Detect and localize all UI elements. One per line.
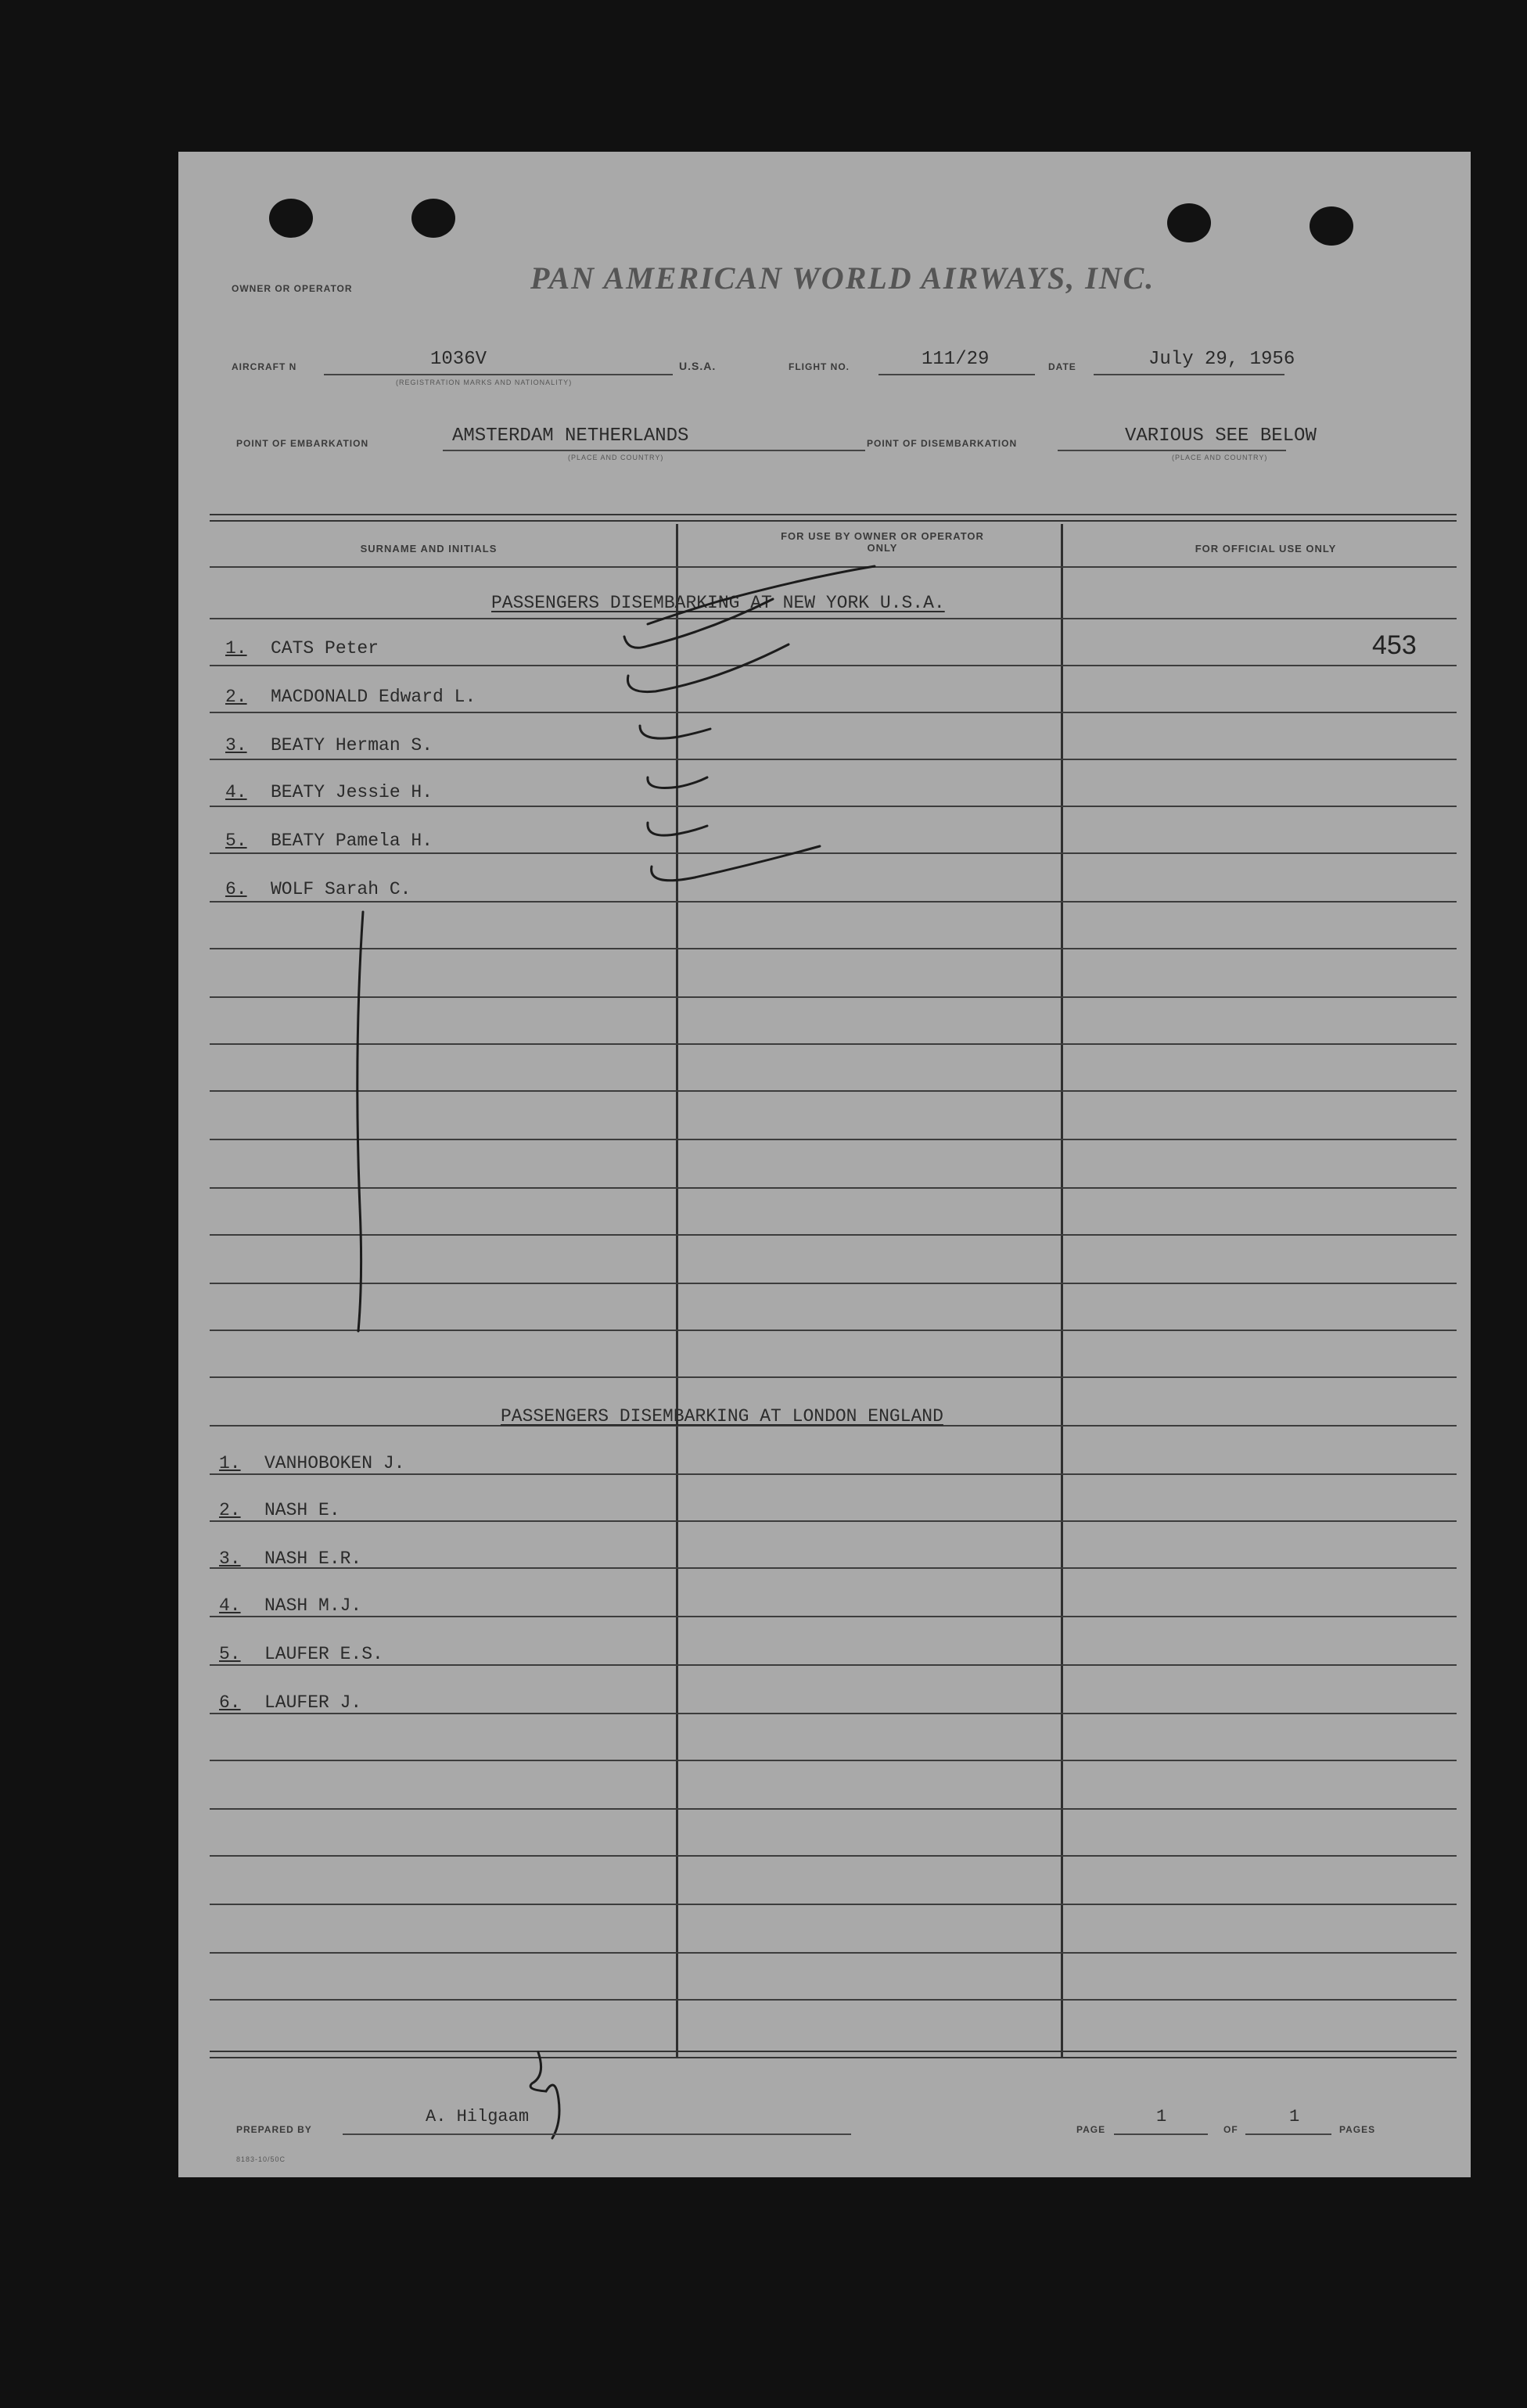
passenger-number: 4. — [225, 782, 247, 802]
disembark-value: VARIOUS SEE BELOW — [1125, 425, 1317, 447]
passenger-name: NASH E. — [264, 1500, 340, 1520]
embark-sublabel: (PLACE AND COUNTRY) — [568, 454, 664, 461]
check-mark — [627, 644, 789, 692]
bracket-line — [357, 912, 363, 1331]
disembark-sublabel: (PLACE AND COUNTRY) — [1172, 454, 1268, 461]
prepared-underline — [343, 2133, 851, 2135]
of-underline — [1245, 2133, 1331, 2135]
passenger-number: 2. — [219, 1500, 241, 1520]
of-value: 1 — [1289, 2107, 1300, 2126]
column-header-official-use: FOR OFFICIAL USE ONLY — [1195, 543, 1337, 554]
passenger-number: 1. — [225, 638, 247, 659]
date-label: DATE — [1048, 361, 1076, 372]
passenger-name: BEATY Jessie H. — [271, 782, 433, 802]
passenger-name: BEATY Pamela H. — [271, 831, 433, 851]
passenger-number: 3. — [225, 735, 247, 755]
of-label: OF — [1223, 2124, 1238, 2135]
form-code: 8183-10/50C — [236, 2155, 286, 2163]
passenger-name: WOLF Sarah C. — [271, 879, 411, 899]
manifest-page — [178, 152, 1471, 2177]
check-mark — [648, 777, 707, 788]
check-mark — [652, 846, 820, 881]
passenger-name: VANHOBOKEN J. — [264, 1453, 405, 1473]
aircraft-sublabel: (REGISTRATION MARKS AND NATIONALITY) — [396, 379, 573, 386]
usa-label: U.S.A. — [679, 360, 717, 372]
embark-label: POINT OF EMBARKATION — [236, 438, 369, 449]
signature-flourish — [530, 2052, 559, 2138]
date-value: July 29, 1956 — [1148, 349, 1295, 370]
flight-label: FLIGHT NO. — [789, 361, 850, 372]
passenger-name: NASH M.J. — [264, 1595, 362, 1616]
passenger-number: 6. — [219, 1692, 241, 1713]
passenger-number: 2. — [225, 687, 247, 707]
check-mark — [648, 566, 875, 624]
passenger-number: 1. — [219, 1453, 241, 1473]
handwritten-marks — [178, 152, 1471, 2177]
page-label: PAGE — [1076, 2124, 1106, 2135]
owner-label: OWNER OR OPERATOR — [232, 283, 353, 294]
column-header-owner-use: FOR USE BY OWNER OR OPERATOR ONLY — [781, 530, 984, 554]
official-number: 453 — [1372, 630, 1417, 660]
passenger-name: MACDONALD Edward L. — [271, 687, 476, 707]
passenger-number: 4. — [219, 1595, 241, 1616]
section-heading-new-york: PASSENGERS DISEMBARKING AT NEW YORK U.S.A. — [491, 593, 945, 613]
aircraft-label: AIRCRAFT N — [232, 361, 297, 372]
passenger-number: 6. — [225, 879, 247, 899]
passenger-number: 3. — [219, 1549, 241, 1569]
column-header-surname: SURNAME AND INITIALS — [360, 543, 498, 554]
page-underline — [1114, 2133, 1208, 2135]
pages-label: PAGES — [1339, 2124, 1376, 2135]
check-mark — [648, 823, 707, 835]
check-mark — [640, 726, 710, 738]
passenger-number: 5. — [225, 831, 247, 851]
prepared-label: PREPARED BY — [236, 2124, 312, 2135]
passenger-number: 5. — [219, 1644, 241, 1664]
passenger-name: LAUFER J. — [264, 1692, 362, 1713]
passenger-name: CATS Peter — [271, 638, 379, 659]
passenger-name: LAUFER E.S. — [264, 1644, 383, 1664]
disembark-label: POINT OF DISEMBARKATION — [867, 438, 1018, 449]
embark-value: AMSTERDAM NETHERLANDS — [452, 425, 689, 447]
prepared-value: A. Hilgaam — [426, 2107, 530, 2126]
passenger-name: BEATY Herman S. — [271, 735, 433, 755]
flight-value: 111/29 — [922, 349, 990, 370]
section-heading-london: PASSENGERS DISEMBARKING AT LONDON ENGLAND — [501, 1406, 943, 1426]
aircraft-value: 1036V — [430, 349, 487, 370]
page-value: 1 — [1156, 2107, 1167, 2126]
operator-name: PAN AMERICAN WORLD AIRWAYS, INC. — [530, 260, 1155, 296]
passenger-name: NASH E.R. — [264, 1549, 362, 1569]
